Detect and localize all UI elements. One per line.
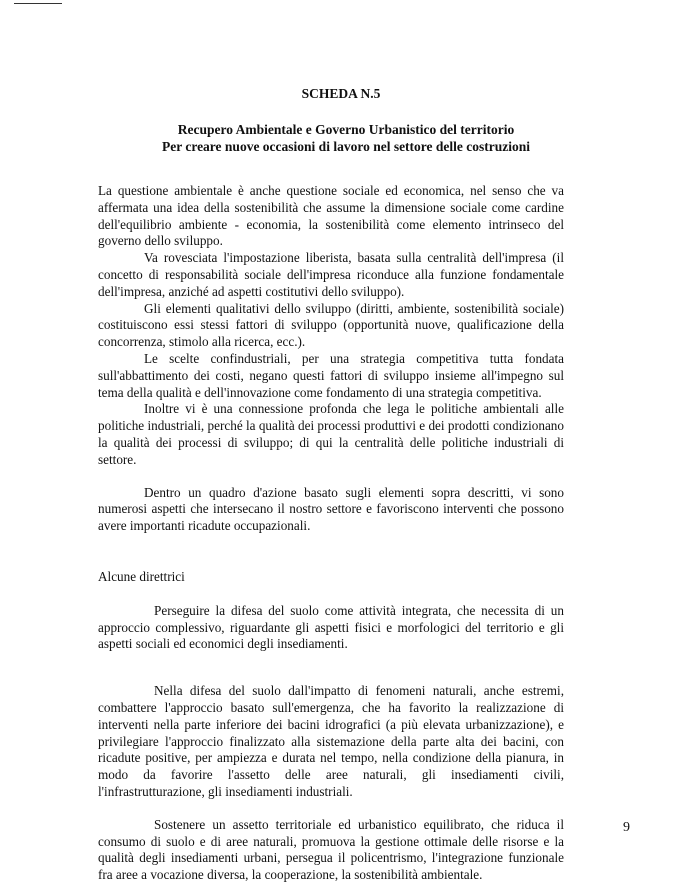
paragraph-5: Inoltre vi è una connessione profonda che lega le politiche ambientali alle politiche industriali, perché la qualità dei processi produttivi e dei prodotti condizionano la qualità dei processi di sviluppo; di qui la centralità delle politiche industriali di settore. xyxy=(98,401,564,467)
paragraph-6: Dentro un quadro d'azione basato sugli elementi sopra descritti, vi sono numerosi aspetti che intersecano il nostro settore e favoriscono interventi che possono avere importanti ricadute occupazionali. xyxy=(98,484,564,534)
page-number: 9 xyxy=(623,820,630,835)
paragraph-2: Va rovesciata l'impostazione liberista, basata sulla centralità dell'impresa (il concetto di responsabilità sociale dell'impresa riconduce alla funzione fondamentale dell'impresa, anziché ad aspetti costitutivi dello sviluppo). xyxy=(98,250,564,299)
document-title: SCHEDA N.5 xyxy=(301,86,381,101)
paragraph-7: Perseguire la difesa del suolo come attività integrata, che necessita di un approccio complessivo, riguardante gli aspetti fisici e morfologici del territorio e gli aspetti sociali ed economici degli insediamenti. xyxy=(98,602,564,652)
document-subtitle xyxy=(98,121,564,155)
scan-artifact-line xyxy=(14,3,62,4)
subtitle-line-1: Recupero Ambientale e Governo Urbanistico del territorio xyxy=(177,122,515,137)
paragraph-4: Le scelte confindustriali, per una strategia competitiva tutta fondata sull'abbattimento dei costi, negano questi fattori di sviluppo insieme all'impegno sul tema della qualità e dell'innovazione come fondamento di una strategia competitiva. xyxy=(98,350,564,400)
paragraph-1: La questione ambientale è anche questione sociale ed economica, nel senso che va affermata una idea della sostenibilità che assume la dimensione sociale come cardine dell'equilibrio ambiente - economia, la sostenibilità come elemento intrinseco del governo dello sviluppo. xyxy=(98,183,564,249)
paragraph-8: Nella difesa del suolo dall'impatto di fenomeni naturali, anche estremi, combattere l'approccio basato sull'emergenza, che ha favorito la realizzazione di interventi nella parte inferiore dei bacini idrografici (a più elevata urbanizzazione), e privilegiare l'approccio finalizzato alla sistemazione della parte alta dei bacini, con ricadute positive, per ampiezza e durata nel tempo, nella condizione della pianura, in modo da favorire l'assetto delle aree naturali, gli insediamenti civili, l'infrastrutturazione, gli insediamenti industriali. xyxy=(98,683,564,799)
section-heading: Alcune direttrici xyxy=(98,568,185,584)
paragraph-3: Gli elementi qualitativi dello sviluppo (diritti, ambiente, sostenibilità sociale) costituiscono essi stessi fattori di sviluppo (opportunità nuove, qualificazione della concorrenza, stimolo alla ricerca, ecc.). xyxy=(98,300,564,350)
subtitle-line-2: Per creare nuove occasioni di lavoro nel settore delle costruzioni xyxy=(161,139,531,154)
document-page xyxy=(98,86,564,884)
paragraph-9: Sostenere un assetto territoriale ed urbanistico equilibrato, che riduca il consumo di suolo e di aree naturali, promuova la gestione ottimale delle risorse e la qualità degli insediamenti urbani, persegua il policentrismo, l'integrazione funzionale fra aree a vocazione diversa, la cooperazione, la sostenibilità ambientale. xyxy=(98,816,564,883)
